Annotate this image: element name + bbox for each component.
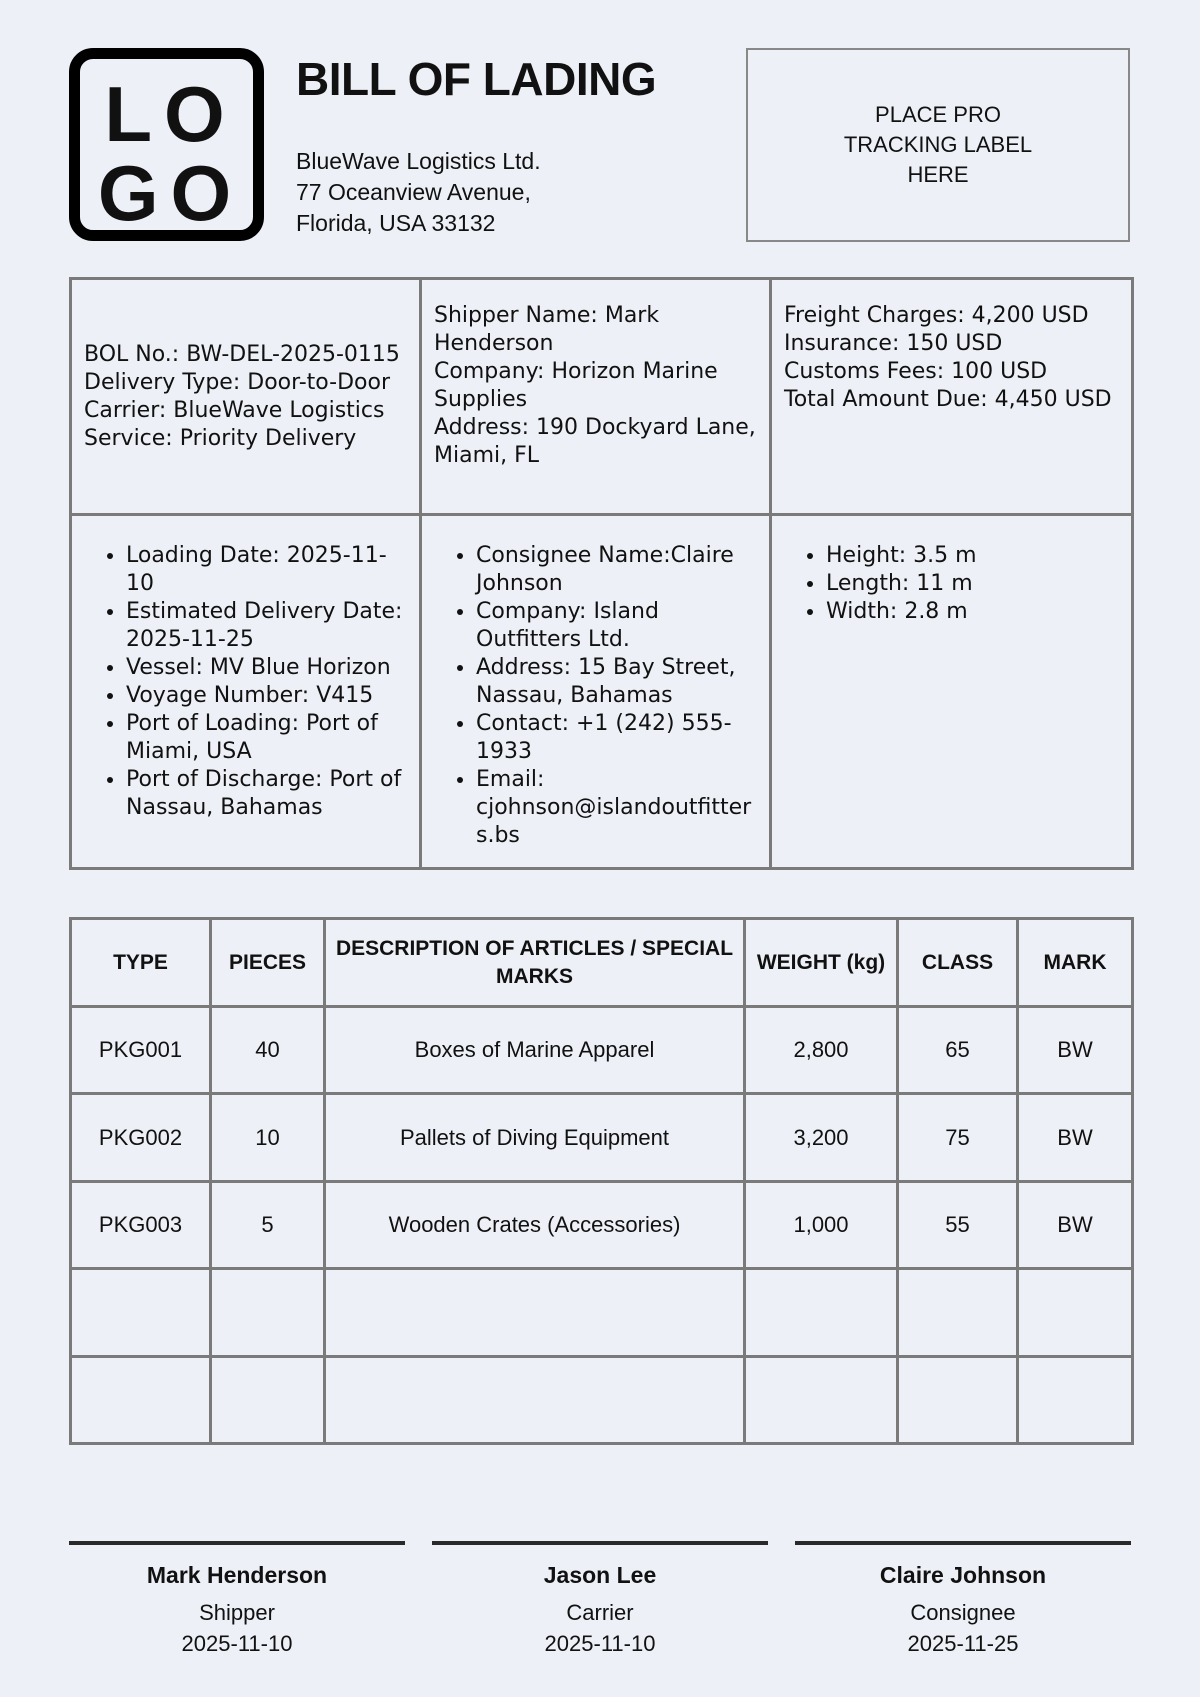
- cell-class: 75: [898, 1094, 1018, 1181]
- document-title: BILL OF LADING: [296, 53, 657, 105]
- signature-date: 2025-11-10: [181, 1631, 293, 1656]
- shipper-name: Shipper Name: Mark Henderson: [434, 303, 660, 356]
- cell-type: PKG001: [71, 1007, 211, 1094]
- tracking-label-line: HERE: [907, 162, 969, 187]
- voyage-list: [84, 516, 407, 822]
- company-street: 77 Oceanview Avenue,: [296, 179, 531, 205]
- signer-name: Jason Lee: [543, 1562, 657, 1588]
- consignee-company: • Company: Island Outfitters Ltd.: [476, 598, 757, 654]
- cell-type: [71, 1356, 211, 1443]
- estimated-delivery-date: • Estimated Delivery Date: 2025-11-25: [126, 598, 407, 654]
- cell-weight: 1,000: [745, 1181, 898, 1268]
- charges-cell: [771, 279, 1133, 515]
- company-name: BlueWave Logistics Ltd.: [296, 148, 541, 174]
- table-row: [71, 1356, 1133, 1443]
- cell-weight: [745, 1356, 898, 1443]
- delivery-type: Delivery Type: Door-to-Door: [84, 369, 391, 395]
- shipment-details-cell: [71, 279, 421, 515]
- signature-line: [432, 1541, 768, 1545]
- logo-text-line2: GO: [97, 149, 244, 237]
- table-row: [71, 1269, 1133, 1356]
- total-amount-due: Total Amount Due: 4,450 USD: [784, 387, 1112, 412]
- cell-mark: [1018, 1356, 1133, 1443]
- height: • Height: 3.5 m: [826, 542, 1119, 570]
- cell-description: Wooden Crates (Accessories): [325, 1181, 745, 1268]
- cell-mark: [1018, 1269, 1133, 1356]
- cell-pieces: [211, 1269, 325, 1356]
- consignee-details-cell: [421, 515, 771, 869]
- carrier: Carrier: BlueWave Logistics: [84, 397, 385, 423]
- signer-name: Claire Johnson: [879, 1562, 1047, 1588]
- signature-line: [69, 1541, 405, 1545]
- dimensions-cell: [771, 515, 1133, 869]
- cell-weight: 3,200: [745, 1094, 898, 1181]
- port-of-discharge: • Port of Discharge: Port of Nassau, Bahamas: [126, 766, 407, 822]
- consignee-email: • Email: cjohnson@islandoutfitters.bs: [476, 766, 757, 850]
- goods-header-row: [71, 919, 1133, 1007]
- signer-role: Carrier: [566, 1600, 634, 1625]
- cell-mark: BW: [1018, 1094, 1133, 1181]
- header-class: CLASS: [898, 919, 1018, 1007]
- company-logo: [69, 48, 264, 241]
- signer-role: Shipper: [199, 1600, 275, 1625]
- dimensions-list: [784, 516, 1119, 626]
- cell-class: [898, 1269, 1018, 1356]
- cell-pieces: 40: [211, 1007, 325, 1094]
- voyage-details-cell: [71, 515, 421, 869]
- cell-mark: BW: [1018, 1007, 1133, 1094]
- cell-weight: 2,800: [745, 1007, 898, 1094]
- cell-type: PKG003: [71, 1181, 211, 1268]
- consignee-name: • Consignee Name:Claire Johnson: [476, 542, 757, 598]
- loading-date: • Loading Date: 2025-11-10: [126, 542, 407, 598]
- signature-block-shipper: [69, 1541, 405, 1659]
- signature-date: 2025-11-10: [544, 1631, 656, 1656]
- cell-description: Boxes of Marine Apparel: [325, 1007, 745, 1094]
- signer-name: Mark Henderson: [146, 1562, 328, 1588]
- shipment-info-grid: [69, 277, 1134, 870]
- width: • Width: 2.8 m: [826, 598, 1119, 626]
- shipper-company: Company: Horizon Marine Supplies: [434, 359, 718, 412]
- length: • Length: 11 m: [826, 570, 1119, 598]
- voyage-number: • Voyage Number: V415: [126, 682, 407, 710]
- consignee-list: [434, 516, 757, 850]
- cell-type: [71, 1269, 211, 1356]
- signature-date: 2025-11-25: [907, 1631, 1019, 1656]
- cell-pieces: [211, 1356, 325, 1443]
- table-row: [71, 1094, 1133, 1181]
- cell-description: [325, 1356, 745, 1443]
- cell-weight: [745, 1269, 898, 1356]
- shipper-address: Address: 190 Dockyard Lane, Miami, FL: [434, 415, 756, 468]
- cell-description: Pallets of Diving Equipment: [325, 1094, 745, 1181]
- port-of-loading: • Port of Loading: Port of Miami, USA: [126, 710, 407, 766]
- cell-class: [898, 1356, 1018, 1443]
- table-row: [71, 1007, 1133, 1094]
- cell-description: [325, 1269, 745, 1356]
- company-city: Florida, USA 33132: [296, 210, 496, 236]
- header-type: TYPE: [71, 919, 211, 1007]
- cell-class: 65: [898, 1007, 1018, 1094]
- header-description: DESCRIPTION OF ARTICLES / SPECIAL MARKS: [325, 919, 745, 1007]
- signer-role: Consignee: [910, 1600, 1016, 1625]
- header-weight: WEIGHT (kg): [745, 919, 898, 1007]
- bol-number: BOL No.: BW-DEL-2025-0115: [84, 341, 400, 367]
- consignee-contact: • Contact: +1 (242) 555-1933: [476, 710, 757, 766]
- signature-line: [795, 1541, 1131, 1545]
- vessel: • Vessel: MV Blue Horizon: [126, 654, 407, 682]
- cell-pieces: 5: [211, 1181, 325, 1268]
- cell-type: PKG002: [71, 1094, 211, 1181]
- cell-mark: BW: [1018, 1181, 1133, 1268]
- pro-tracking-label-box: [746, 48, 1130, 242]
- service: Service: Priority Delivery: [84, 425, 357, 451]
- goods-table: [69, 917, 1134, 1445]
- cell-pieces: 10: [211, 1094, 325, 1181]
- signature-block-consignee: [795, 1541, 1131, 1659]
- shipper-details-cell: [421, 279, 771, 515]
- customs-fees: Customs Fees: 100 USD: [784, 359, 1048, 384]
- consignee-address: • Address: 15 Bay Street, Nassau, Bahamas: [476, 654, 757, 710]
- insurance: Insurance: 150 USD: [784, 331, 1003, 356]
- logo-text-line1: LO: [104, 70, 237, 158]
- tracking-label-line: PLACE PRO: [875, 102, 1001, 127]
- tracking-label-line: TRACKING LABEL: [843, 132, 1033, 157]
- cell-class: 55: [898, 1181, 1018, 1268]
- company-address: [296, 146, 541, 239]
- header-pieces: PIECES: [211, 919, 325, 1007]
- table-row: [71, 1181, 1133, 1268]
- freight-charges: Freight Charges: 4,200 USD: [784, 303, 1089, 328]
- header-mark: MARK: [1018, 919, 1133, 1007]
- signature-block-carrier: [432, 1541, 768, 1659]
